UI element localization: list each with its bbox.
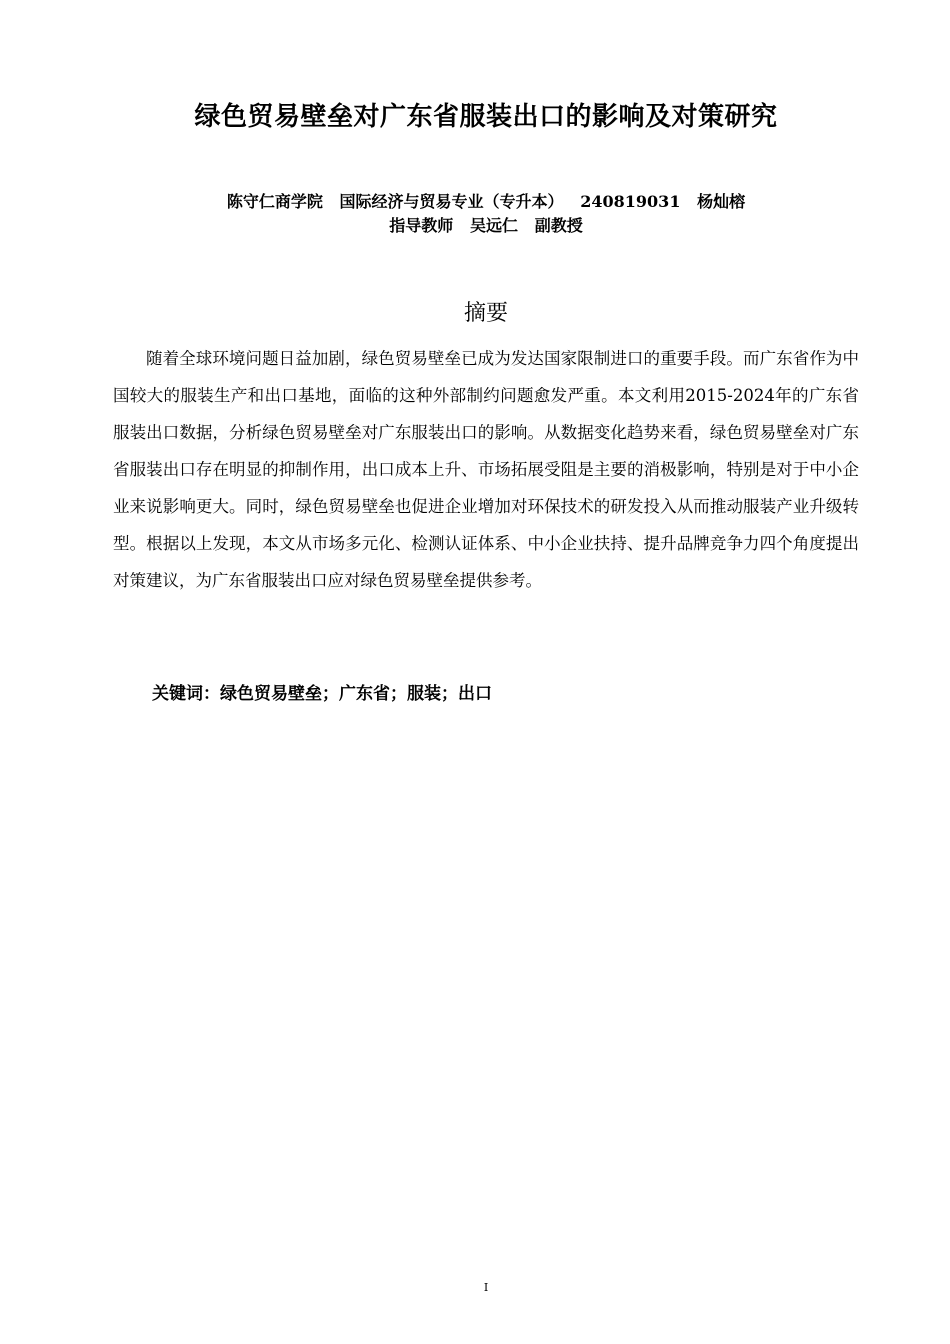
keywords-line: 关键词：绿色贸易壁垒；广东省；服装；出口 <box>152 684 492 704</box>
advisor-info-line: 指导教师 吴远仁 副教授 <box>389 216 583 235</box>
author-info-line: 陈守仁商学院 国际经济与贸易专业（专升本） 240819031 杨灿榕 <box>226 192 746 211</box>
abstract-heading: 摘要 <box>463 301 508 326</box>
page-number: I <box>483 1281 489 1294</box>
abstract-body: 随着全球环境问题日益加剧，绿色贸易壁垒已成为发达国家限制进口的重要手段。而广东省作为中国较大的服装生产和出口基地，面临的这种外部制约问题愈发严重。本文利用2015-2024年的广东省服装出口数据，分析绿色贸易壁垒对广东服装出口的影响。从数据变化趋势来看，绿色贸易壁垒对广东省服装出口存在明显的抑制作用，出口成本上升、市场拓展受阻是主要的消极影响，特别是对于中小企业来说影响更大。同时，绿色贸易壁垒也促进企业增加对环保技术的研发投入从而推动服装产业升级转型。根据以上发现，本文从市场多元化、检测认证体系、中小企业扶持、提升品牌竞争力四个角度提出对策建议，为广东省服装出口应对绿色贸易壁垒提供参考。 <box>113 349 859 590</box>
page-title: 绿色贸易壁垒对广东省服装出口的影响及对策研究 <box>194 102 778 132</box>
